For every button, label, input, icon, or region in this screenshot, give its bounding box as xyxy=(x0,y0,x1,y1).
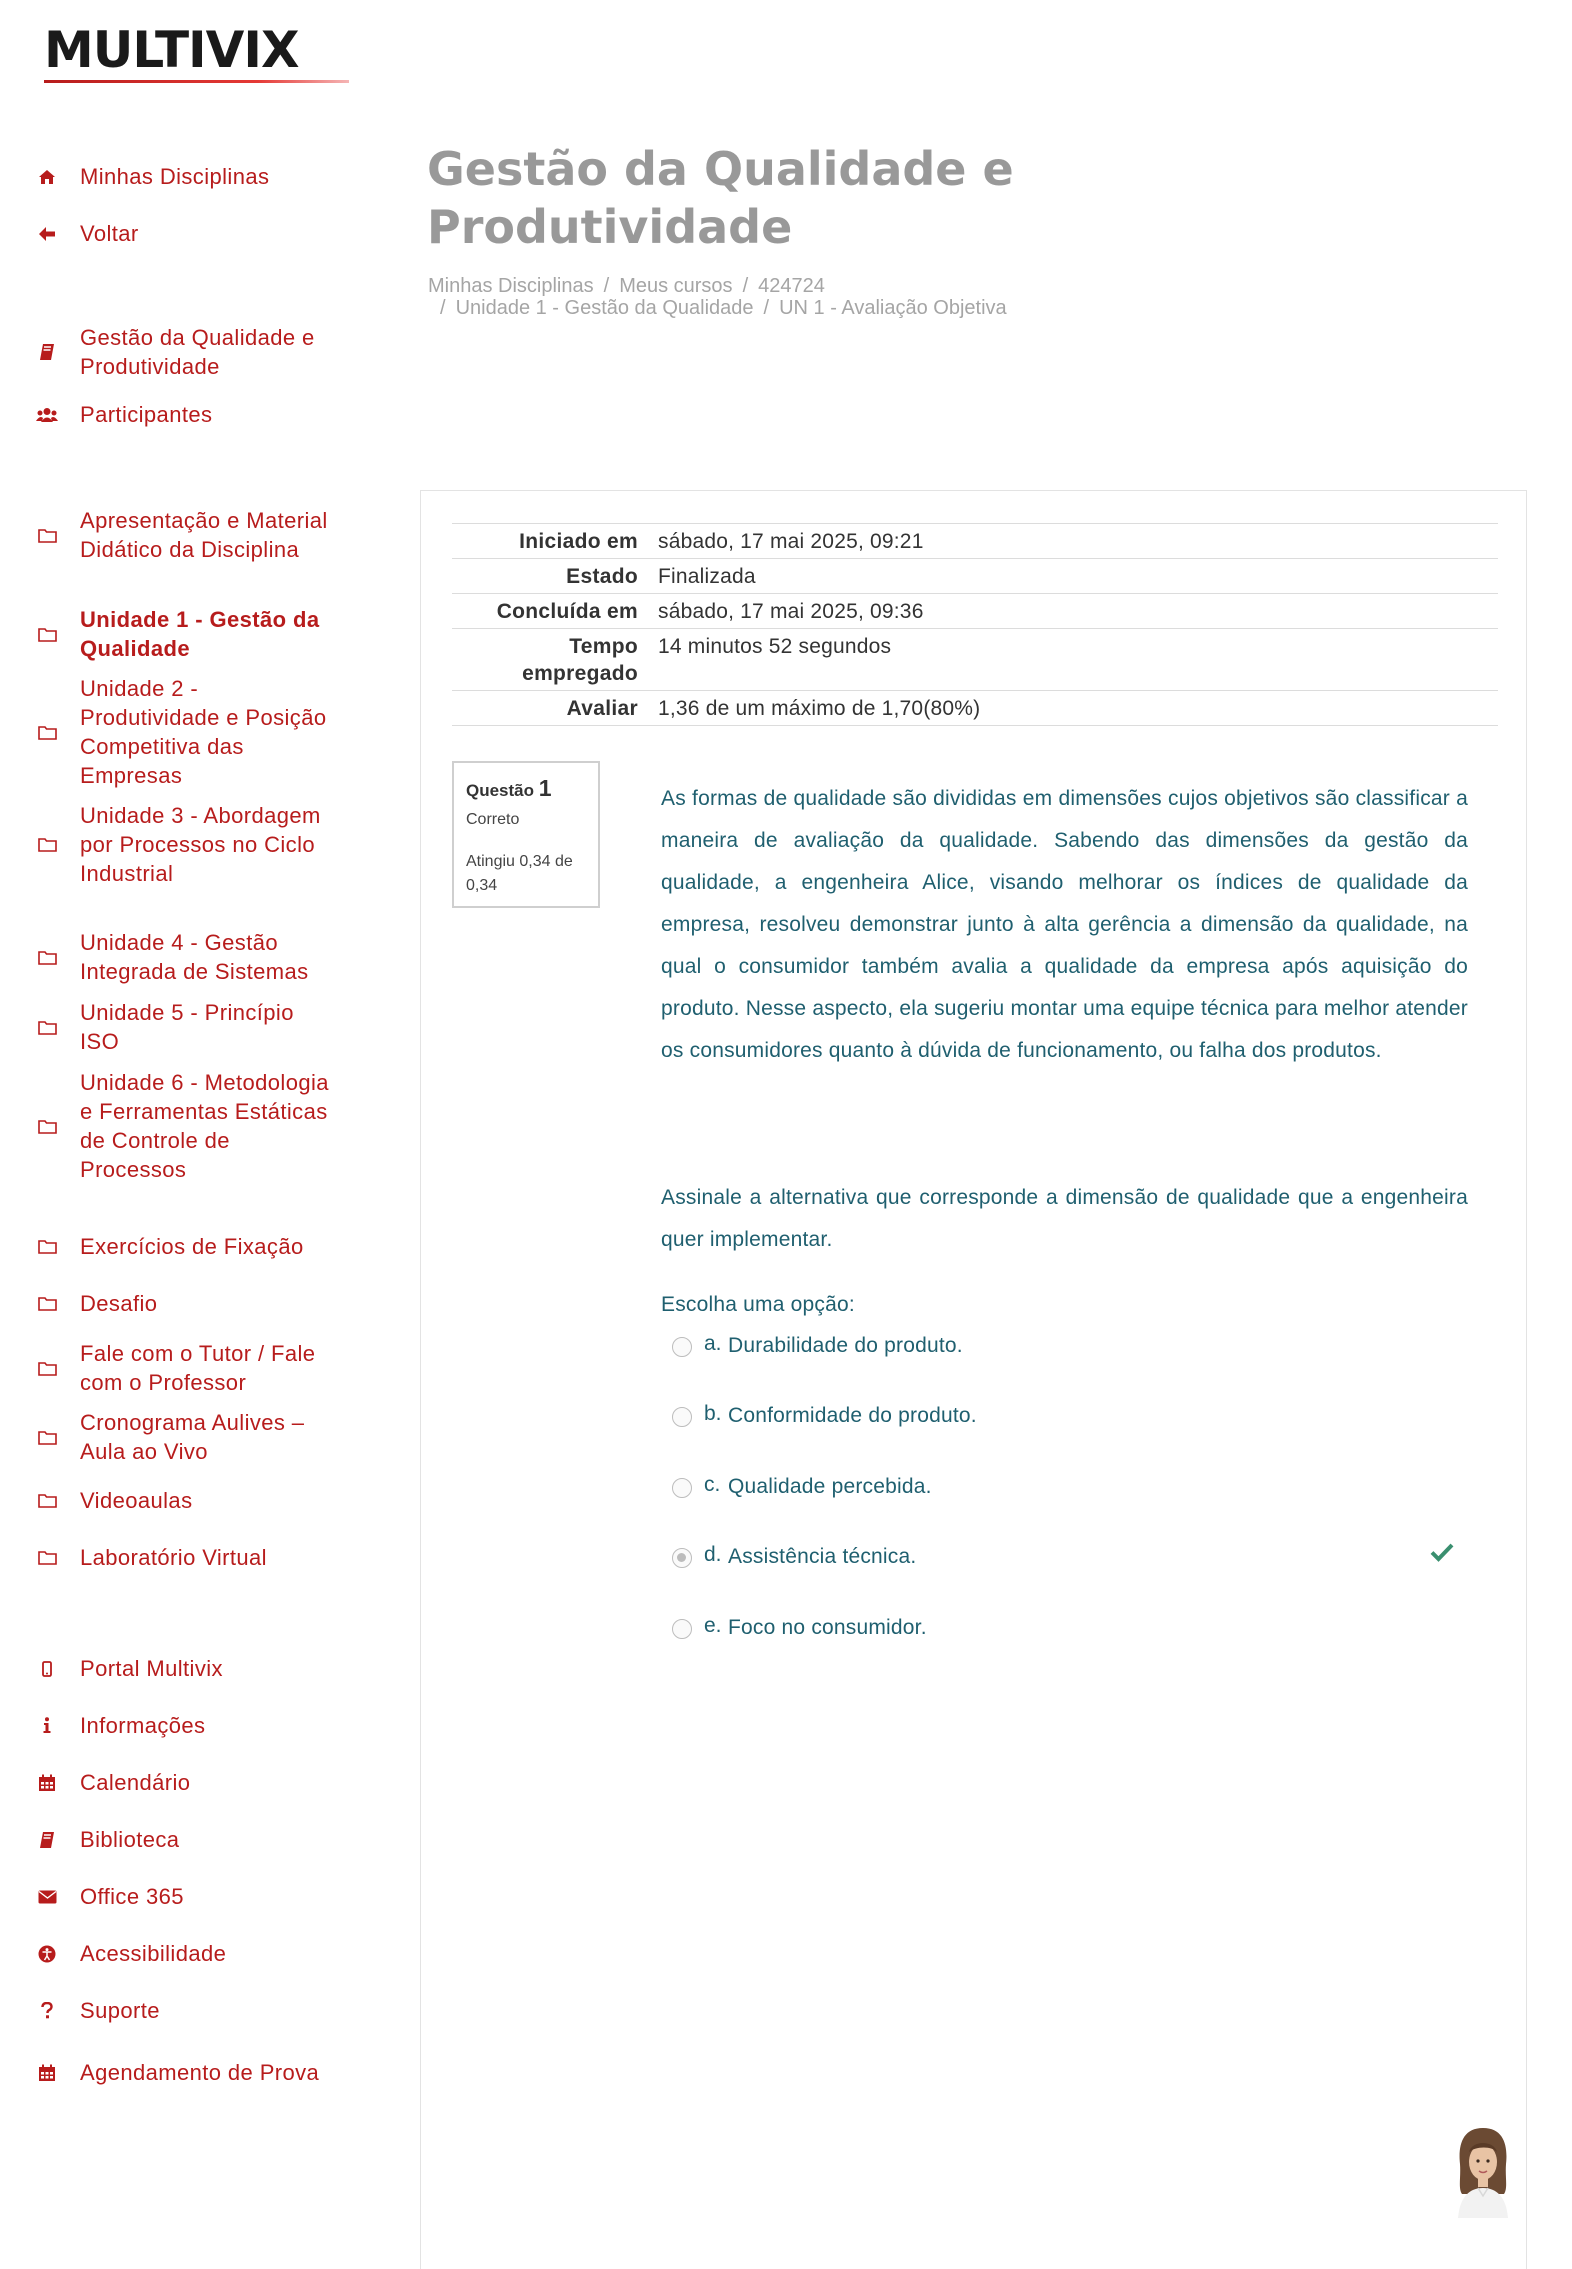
table-row xyxy=(452,629,1498,691)
folder-icon xyxy=(36,623,58,645)
breadcrumb-item[interactable]: UN 1 - Avaliação Objetiva xyxy=(779,297,1007,319)
envelope-icon xyxy=(36,1886,58,1908)
calendar-icon xyxy=(36,1772,58,1794)
assistant-avatar[interactable] xyxy=(1448,2122,1518,2218)
summary-label: Estado xyxy=(566,565,638,588)
option-text: Conformidade do produto. xyxy=(728,1404,977,1427)
sidebar-item-laboratorio[interactable] xyxy=(36,1543,336,1572)
folder-icon xyxy=(36,1490,58,1512)
option-text: Assistência técnica. xyxy=(728,1545,917,1568)
sidebar-item-label: Voltar xyxy=(80,221,139,246)
folder-icon xyxy=(36,946,58,968)
answer-option-a[interactable] xyxy=(672,1332,963,1357)
option-letter: c. xyxy=(704,1473,721,1496)
book-icon xyxy=(36,1829,58,1851)
sidebar-item-unidade-2[interactable] xyxy=(36,674,336,790)
breadcrumb xyxy=(428,275,1188,319)
folder-icon xyxy=(36,1547,58,1569)
question-number xyxy=(466,775,598,802)
arrow-left-icon xyxy=(36,223,58,245)
radio-button[interactable] xyxy=(672,1407,692,1427)
question-text: As formas de qualidade são divididas em dimensões cujos objetivos são classificar a maneira de avaliação da qualidade. Sabendo das dimensões da gestão da qualidade, a engenheira Alice, visando melhorar os índices de qualidade da empresa, resolveu demonstrar junto à alta gerência a dimensão da qualidade, na qual o consumidor também avalia a qualidade da empresa após aquisição do produto. Nesse aspecto, ela sugeriu montar uma equipe técnica para melhor atender os consumidores quanto à dúvida de funcionamento, ou falha dos produtos. xyxy=(661,787,1468,1062)
summary-value: 1,36 de um máximo de 1,70(80%) xyxy=(658,697,981,720)
option-text: Qualidade percebida. xyxy=(728,1475,932,1498)
info-icon xyxy=(36,1715,58,1737)
question-grade: Atingiu 0,34 de 0,34 xyxy=(466,853,573,894)
radio-button-selected[interactable] xyxy=(672,1548,692,1568)
book-icon xyxy=(36,341,58,363)
sidebar-item-portal[interactable] xyxy=(36,1654,336,1683)
sidebar-item-label: Unidade 5 - Princípio ISO xyxy=(80,1000,294,1054)
radio-button[interactable] xyxy=(672,1478,692,1498)
mobile-icon xyxy=(36,1658,58,1680)
question-label: Questão xyxy=(466,781,535,800)
sidebar-item-label: Calendário xyxy=(80,1770,191,1795)
sidebar-item-label: Minhas Disciplinas xyxy=(80,164,270,189)
answer-option-d[interactable] xyxy=(672,1543,917,1568)
option-letter: d. xyxy=(704,1543,722,1566)
sidebar-item-apresentacao[interactable] xyxy=(36,506,336,564)
folder-icon xyxy=(36,1426,58,1448)
sidebar-item-label: Unidade 2 - Produtividade e Posição Competitiva das Empresas xyxy=(80,676,327,788)
summary-value: sábado, 17 mai 2025, 09:21 xyxy=(658,530,924,553)
logo[interactable] xyxy=(44,22,349,83)
sidebar-item-label: Gestão da Qualidade e Produtividade xyxy=(80,325,315,379)
sidebar-item-office-365[interactable] xyxy=(36,1882,336,1911)
sidebar-item-unidade-3[interactable] xyxy=(36,801,336,888)
sidebar-item-acessibilidade[interactable] xyxy=(36,1939,336,1968)
summary-label: Tempo empregado xyxy=(522,635,638,685)
radio-button[interactable] xyxy=(672,1337,692,1357)
folder-icon xyxy=(36,1016,58,1038)
sidebar-item-label: Participantes xyxy=(80,402,213,427)
page-title: Gestão da Qualidade e Produtividade xyxy=(427,142,1014,254)
folder-icon xyxy=(36,834,58,856)
table-row xyxy=(452,559,1498,594)
sidebar-item-label: Unidade 1 - Gestão da Qualidade xyxy=(80,607,320,661)
breadcrumb-separator: / xyxy=(440,297,446,319)
option-letter: b. xyxy=(704,1402,722,1425)
summary-label: Avaliar xyxy=(566,697,638,720)
attempt-summary-table xyxy=(452,523,1498,726)
sidebar-item-label: Fale com o Tutor / Fale com o Professor xyxy=(80,1341,316,1395)
option-text: Foco no consumidor. xyxy=(728,1616,927,1639)
table-row xyxy=(452,594,1498,629)
sidebar-item-exercicios[interactable] xyxy=(36,1232,336,1261)
sidebar-item-course[interactable] xyxy=(36,323,336,381)
sidebar-item-voltar[interactable] xyxy=(36,219,336,248)
sidebar-item-label: Cronograma Aulives – Aula ao Vivo xyxy=(80,1410,305,1464)
sidebar-item-unidade-1[interactable] xyxy=(36,605,336,663)
option-text: Durabilidade do produto. xyxy=(728,1334,963,1357)
sidebar-item-desafio[interactable] xyxy=(36,1289,336,1318)
sidebar-item-agendamento[interactable] xyxy=(36,2058,336,2087)
correct-check-icon xyxy=(1430,1542,1454,1567)
sidebar-item-label: Unidade 6 - Metodologia e Ferramentas Estáticas de Controle de Processos xyxy=(80,1070,329,1182)
summary-label: Concluída em xyxy=(496,600,638,623)
logo-text: MULTIVIX xyxy=(44,21,299,79)
option-letter: e. xyxy=(704,1614,722,1637)
summary-value: sábado, 17 mai 2025, 09:36 xyxy=(658,600,924,623)
sidebar-item-label: Videoaulas xyxy=(80,1488,193,1513)
sidebar-item-label: Desafio xyxy=(80,1291,158,1316)
sidebar-item-label: Office 365 xyxy=(80,1884,184,1909)
breadcrumb-item[interactable]: Minhas Disciplinas xyxy=(428,275,594,297)
folder-icon xyxy=(36,524,58,546)
sidebar-item-label: Biblioteca xyxy=(80,1827,180,1852)
sidebar-item-label: Unidade 4 - Gestão Integrada de Sistemas xyxy=(80,930,309,984)
folder-icon xyxy=(36,721,58,743)
question-info-box xyxy=(452,761,600,908)
sidebar-item-label: Informações xyxy=(80,1713,206,1738)
logo-underline xyxy=(44,80,349,83)
radio-button[interactable] xyxy=(672,1619,692,1639)
sidebar-item-label: Unidade 3 - Abordagem por Processos no Ciclo Industrial xyxy=(80,803,321,886)
breadcrumb-separator: / xyxy=(603,275,610,297)
sidebar-item-videoaulas[interactable] xyxy=(36,1486,336,1515)
folder-icon xyxy=(36,1357,58,1379)
sidebar-item-label: Portal Multivix xyxy=(80,1656,223,1681)
sidebar-item-label: Agendamento de Prova xyxy=(80,2060,320,2085)
summary-value: Finalizada xyxy=(658,565,756,588)
calendar-icon xyxy=(36,2062,58,2084)
sidebar-item-label: Suporte xyxy=(80,1998,160,2023)
sidebar-item-participantes[interactable] xyxy=(36,400,336,429)
table-row xyxy=(452,524,1498,559)
breadcrumb-item[interactable]: Unidade 1 - Gestão da Qualidade xyxy=(455,297,754,319)
main-panel xyxy=(420,490,1527,2269)
table-row xyxy=(452,691,1498,726)
sidebar-item-calendario[interactable] xyxy=(36,1768,336,1797)
accessibility-icon xyxy=(36,1943,58,1965)
sidebar-item-label: Acessibilidade xyxy=(80,1941,227,1966)
breadcrumb-separator: / xyxy=(742,275,749,297)
answer-option-e[interactable] xyxy=(672,1614,927,1639)
home-icon xyxy=(36,166,58,188)
breadcrumb-separator: / xyxy=(763,297,770,319)
sidebar-item-label: Laboratório Virtual xyxy=(80,1545,267,1570)
folder-icon xyxy=(36,1293,58,1315)
sidebar-item-minhas-disciplinas[interactable] xyxy=(36,162,336,191)
sidebar-item-informacoes[interactable] xyxy=(36,1711,336,1740)
answer-option-c[interactable] xyxy=(672,1473,932,1498)
question-state: Correto xyxy=(466,811,520,828)
sidebar-item-fale-com-tutor[interactable] xyxy=(36,1339,336,1397)
question-number-value: 1 xyxy=(538,775,552,801)
sidebar-item-label: Exercícios de Fixação xyxy=(80,1234,304,1259)
choose-option-label: Escolha uma opção: xyxy=(661,1293,855,1316)
summary-value: 14 minutos 52 segundos xyxy=(658,635,892,658)
users-icon xyxy=(36,404,58,426)
option-letter: a. xyxy=(704,1332,722,1355)
sidebar-item-unidade-5[interactable] xyxy=(36,998,336,1056)
sidebar-item-suporte[interactable] xyxy=(36,1996,336,2025)
question-icon xyxy=(36,2000,58,2022)
sidebar-item-unidade-6[interactable] xyxy=(36,1068,336,1184)
summary-label: Iniciado em xyxy=(519,530,638,553)
answer-option-b[interactable] xyxy=(672,1402,977,1427)
sidebar-item-label: Apresentação e Material Didático da Disciplina xyxy=(80,508,328,562)
breadcrumb-item[interactable]: Meus cursos xyxy=(619,275,733,297)
sidebar-item-biblioteca[interactable] xyxy=(36,1825,336,1854)
sidebar-item-unidade-4[interactable] xyxy=(36,928,336,986)
question-prompt: Assinale a alternativa que corresponde a dimensão de qualidade que a engenheira quer implementar. xyxy=(661,1186,1468,1251)
breadcrumb-item[interactable]: 424724 xyxy=(758,275,825,297)
sidebar-item-cronograma[interactable] xyxy=(36,1408,336,1466)
folder-icon xyxy=(36,1236,58,1258)
folder-icon xyxy=(36,1115,58,1137)
